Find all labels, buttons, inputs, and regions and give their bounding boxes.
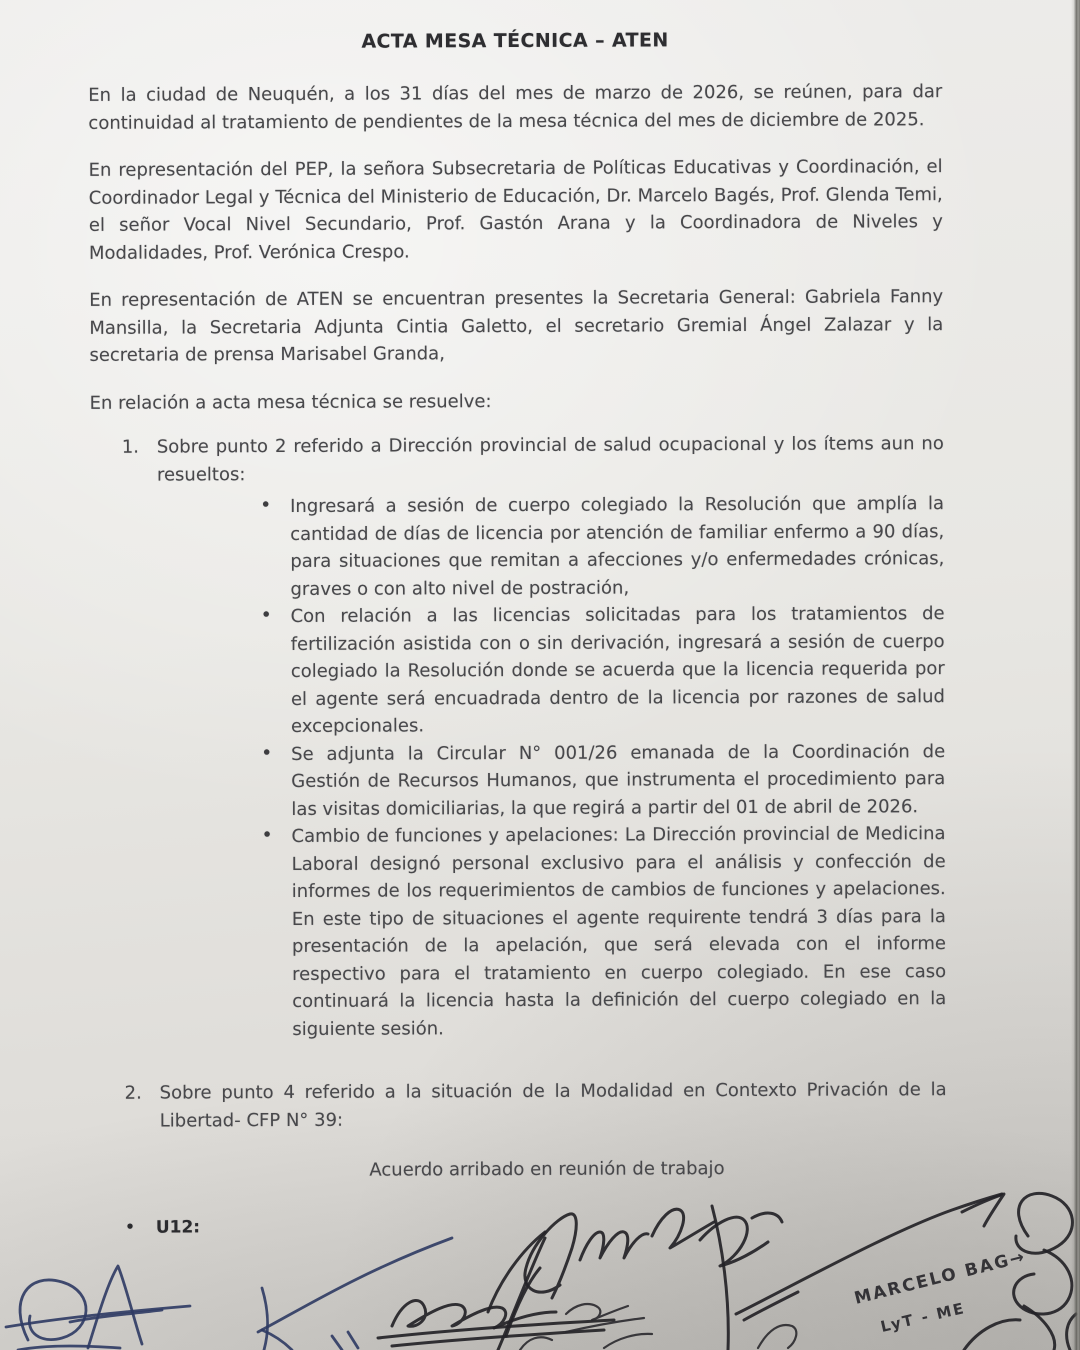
item-number: 1. xyxy=(121,436,140,458)
bullet-item: • Se adjunta la Circular N° 001/26 emanada de la Coordinación de Gestión de Recursos Humanos, que instrumenta el procedimiento para las visitas domiciliarias, la que regirá a partir del 01 de abril de 2026. xyxy=(158,738,945,824)
bullet-item: • Cambio de funciones y apelaciones: La Dirección provincial de Medicina Laboral designó personal exclusivo para el análisis y confección de informes de los requerimientos de cambios de funciones y apelaciones. En este tipo de situaciones el agente requirente tendrá 3 días para la presentación de la apelación, que será elevada con el informe respectivo para el tratamiento en cuerpo colegiado. En ese caso continuará la licencia hasta la definición del cuerpo colegiado en la siguiente sesión. xyxy=(158,820,946,1043)
handwriting-name-note: MARCELO BAG→ xyxy=(852,1246,1029,1309)
bullet-item: • Ingresará a sesión de cuerpo colegiado la Resolución que amplía la cantidad de días de licencia por atención de familiar enfermo a 90 días, para situaciones que remitan a afecciones y/o enfermedades crónicas, graves o con alto nivel de postración, xyxy=(157,490,944,603)
paragraph-resolution-lead: En relación a acta mesa técnica se resuelve: xyxy=(89,390,492,414)
doc-title: ACTA MESA TÉCNICA – ATEN xyxy=(361,29,669,53)
item-lead: Sobre punto 2 referido a Dirección provincial de salud ocupacional y los ítems aun no resueltos: xyxy=(156,433,944,486)
item-lead: Sobre punto 4 referido a la situación de la Modalidad en Contexto Privación de la Libertad- CFP N° 39: xyxy=(159,1079,947,1132)
signature-center-underline xyxy=(378,1268,614,1346)
agreement-line: Acuerdo arribado en reunión de trabajo xyxy=(369,1158,725,1181)
paragraph-aten: En representación de ATEN se encuentran presentes la Secretaria General: Gabriela Fanny Mansilla, la Secretaria Adjunta Cintia Galetto, el secretario Gremial Ángel Zalazar y la secretaria de prensa Marisabel Granda, xyxy=(89,286,944,366)
handwriting-center xyxy=(520,1304,796,1350)
paragraph-pep: En representación del PEP, la señora Subsecretaria de Políticas Educativas y Coordinación, el Coordinador Legal y Técnica del Ministerio de Educación, Dr. Marcelo Bagés, Prof. Glenda Temi, el señor Vocal Nivel Secundario, Prof. Gastón Arana y la Coordinadora de Niveles y Modalidades, Prof. Verónica Crespo. xyxy=(88,156,943,264)
handwriting-role-note: LyT - ME xyxy=(878,1298,968,1336)
item-number: 2. xyxy=(124,1082,142,1104)
u12-label: U12: xyxy=(155,1216,201,1238)
signature-left xyxy=(6,1266,190,1350)
paragraph-intro: En la ciudad de Neuquén, a los 31 días del mes de marzo de 2026, se reúnen, para dar continuidad al tratamiento de pendientes de la mesa técnica del mes de diciembre de 2025. xyxy=(88,81,943,134)
paper-edge-shadow xyxy=(1071,0,1080,1350)
bullet-item: • Con relación a las licencias solicitadas para los tratamientos de fertilización asistida con o sin derivación, ingresará a sesión de cuerpo colegiado la Resolución donde se acuerda que la licencia requerida por el agente será encuadrada dentro de la licencia por razones de salud excepcionales. xyxy=(157,600,945,741)
